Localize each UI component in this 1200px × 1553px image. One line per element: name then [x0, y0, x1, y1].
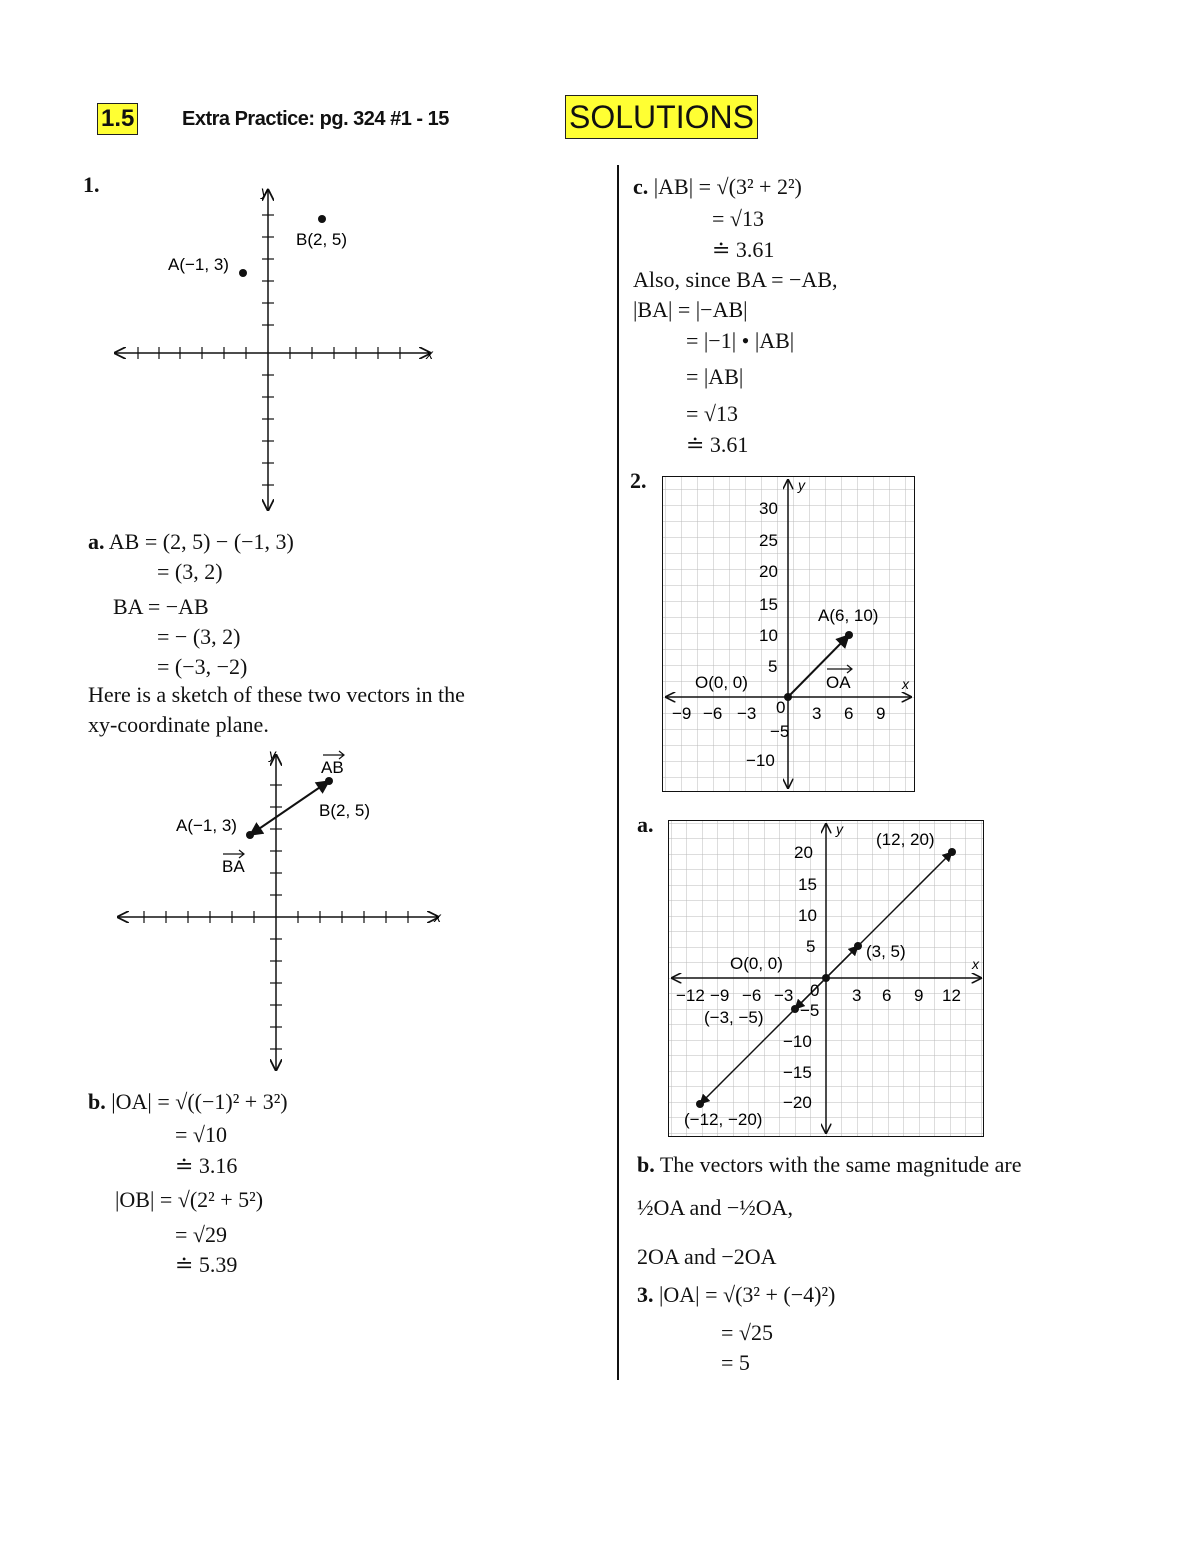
x-axis-label: x: [902, 676, 909, 692]
q2b-line-2: ½OA and −½OA,: [637, 1195, 794, 1220]
y-tick-5: 5: [768, 657, 778, 676]
x-axis-label: x: [972, 956, 979, 972]
x-axis-label: x: [434, 909, 441, 925]
page-title: Extra Practice: pg. 324 #1 - 15: [182, 108, 449, 130]
y-tick-20: 20: [794, 843, 813, 862]
x-tick-neg9: −9: [710, 986, 730, 1005]
q3-line-3: = 5: [721, 1350, 750, 1375]
x-tick-9: 9: [914, 986, 924, 1005]
q1b-line-5: = √29: [175, 1222, 227, 1247]
q2-graph: [662, 476, 915, 792]
label-neg3-neg5: (−3, −5): [704, 1008, 764, 1027]
label-vector-oa: OA: [826, 673, 851, 692]
q1c-line-5: |BA| = |−AB|: [633, 297, 748, 322]
y-tick-neg10: −10: [783, 1032, 812, 1051]
y-tick-25: 25: [759, 531, 778, 550]
label-point-b: B(2, 5): [296, 230, 348, 249]
y-tick-15: 15: [798, 875, 817, 894]
y-tick-5: 5: [806, 937, 816, 956]
x-tick-6: 6: [844, 704, 854, 723]
q1c-line-7: = |AB|: [686, 364, 744, 389]
q1a-line-1: a. AB = (2, 5) − (−1, 3): [88, 529, 294, 554]
x-tick-0: 0: [810, 981, 820, 1000]
x-tick-neg6: −6: [742, 986, 762, 1005]
q1b-line-3: ≐ 3.16: [175, 1153, 238, 1178]
solutions-badge: SOLUTIONS: [565, 95, 758, 139]
q1a-line-5: = (−3, −2): [157, 654, 248, 679]
q1b-line-1: b. |OA| = √((−1)² + 3²): [88, 1089, 288, 1114]
x-tick-neg3: −3: [774, 986, 794, 1005]
q1c-line-4: Also, since BA = −AB,: [633, 267, 838, 292]
sketch-text-2: xy-coordinate plane.: [88, 712, 269, 737]
x-tick-neg12: −12: [676, 986, 705, 1005]
point-a: [246, 831, 254, 839]
q1b-line-2: = √10: [175, 1122, 227, 1147]
y-tick-neg15: −15: [783, 1063, 812, 1082]
label-point-b: B(2, 5): [319, 801, 371, 820]
q1a-line-2: = (3, 2): [157, 559, 223, 584]
y-tick-15: 15: [759, 595, 778, 614]
label-vector-ba: BA: [222, 857, 245, 876]
section-number: 1.5: [97, 103, 138, 135]
label-point-a: A(−1, 3): [168, 255, 229, 274]
y-tick-10: 10: [798, 906, 817, 925]
y-tick-20: 20: [759, 562, 778, 581]
y-tick-neg5: −5: [770, 722, 790, 741]
x-tick-3: 3: [852, 986, 862, 1005]
point-neg12-neg20: [696, 1100, 704, 1108]
q2b-line-3: 2OA and −2OA: [637, 1244, 777, 1269]
y-tick-neg5: −5: [800, 1001, 820, 1020]
point-a: [845, 631, 853, 639]
y-tick-neg20: −20: [783, 1093, 812, 1112]
column-divider: [617, 165, 619, 1380]
x-tick-3: 3: [812, 704, 822, 723]
y-axis-label: y: [269, 746, 276, 762]
q1c-line-6: = |−1| • |AB|: [686, 328, 795, 353]
y-axis-label: y: [261, 183, 268, 199]
q1c-line-2: = √13: [712, 206, 764, 231]
y-tick-neg10: −10: [746, 751, 775, 770]
q1a-line-3: BA = −AB: [113, 594, 209, 619]
y-axis-label: y: [798, 477, 805, 493]
x-tick-12: 12: [942, 986, 961, 1005]
q3-line-2: = √25: [721, 1320, 773, 1345]
q1-graph-vectors: [100, 745, 460, 1080]
vector-ab-ba: [250, 781, 329, 835]
label-point-a: A(6, 10): [818, 606, 879, 625]
sketch-text-1: Here is a sketch of these two vectors in the: [88, 682, 465, 707]
q1b-line-4: |OB| = √(2² + 5²): [115, 1187, 264, 1212]
q1c-line-8: = √13: [686, 401, 738, 426]
x-tick-neg9: −9: [672, 704, 692, 723]
y-tick-10: 10: [759, 626, 778, 645]
x-tick-neg3: −3: [737, 704, 757, 723]
point-12-20: [948, 848, 956, 856]
point-3-5: [854, 942, 862, 950]
x-tick-6: 6: [882, 986, 892, 1005]
label-12-20: (12, 20): [876, 830, 935, 849]
label-origin: O(0, 0): [695, 673, 748, 692]
point-origin: [822, 974, 830, 982]
q1-number: 1.: [83, 172, 100, 197]
label-neg12-neg20: (−12, −20): [684, 1110, 763, 1129]
q2a-label: a.: [637, 812, 654, 837]
y-tick-30: 30: [759, 499, 778, 518]
label-vector-ab: AB: [321, 758, 344, 777]
point-b: [318, 215, 326, 223]
point-neg3-neg5: [791, 1005, 799, 1013]
label-3-5: (3, 5): [866, 942, 906, 961]
q1b-line-6: ≐ 5.39: [175, 1252, 238, 1277]
q2-number: 2.: [630, 468, 647, 493]
point-a: [239, 269, 247, 277]
q1c-line-3: ≐ 3.61: [712, 237, 775, 262]
x-axis-label: x: [426, 346, 433, 362]
q2a-graph: [668, 820, 985, 1138]
x-tick-9: 9: [876, 704, 886, 723]
x-tick-0: 0: [776, 698, 786, 717]
q3-line-1: 3. |OA| = √(3² + (−4)²): [637, 1282, 836, 1307]
label-point-a: A(−1, 3): [176, 816, 237, 835]
point-b: [325, 777, 333, 785]
q2b-line-1: b. The vectors with the same magnitude are: [637, 1152, 1022, 1177]
q1c-line-9: ≐ 3.61: [686, 432, 749, 457]
label-origin: O(0, 0): [730, 954, 783, 973]
x-tick-neg6: −6: [703, 704, 723, 723]
q1a-line-4: = − (3, 2): [157, 624, 241, 649]
q1-graph-points: [100, 180, 460, 520]
q1c-line-1: c. |AB| = √(3² + 2²): [633, 174, 802, 199]
y-axis-label: y: [836, 821, 843, 837]
